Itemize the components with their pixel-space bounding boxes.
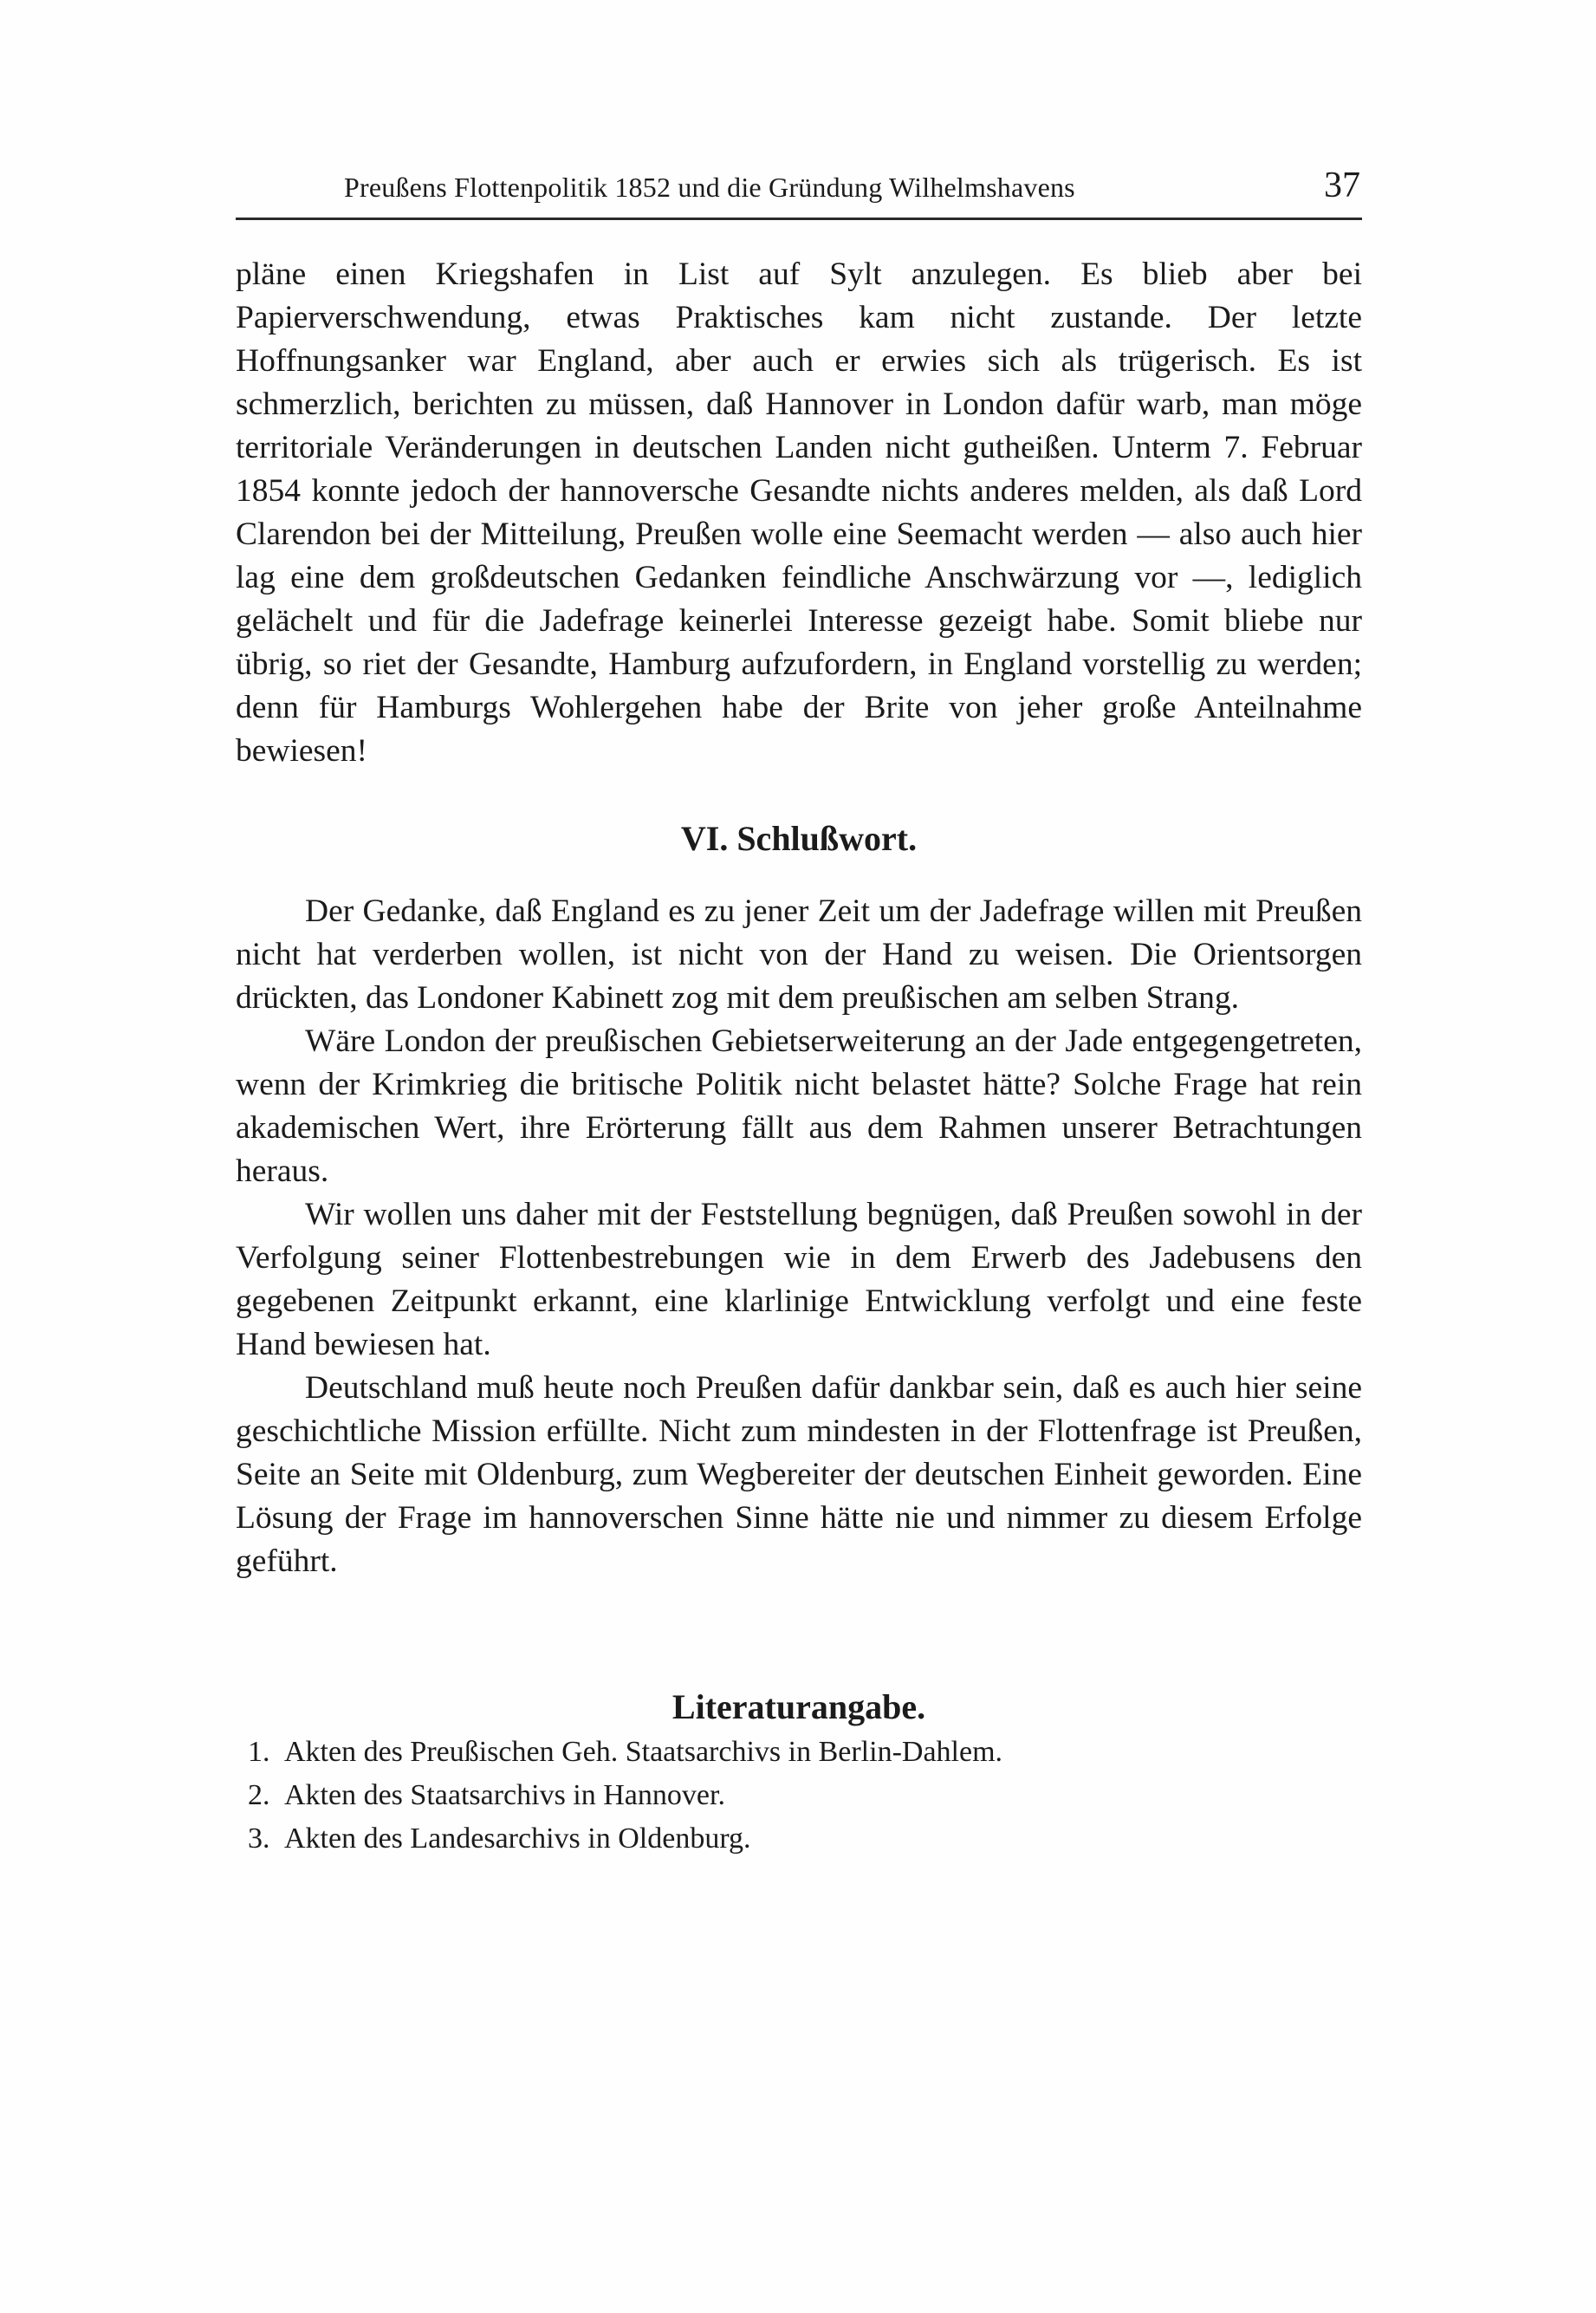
literature-list <box>236 1731 1362 1861</box>
paragraph: Deutschland muß heute noch Preußen dafür dankbar sein, daß es auch hier seine geschichtliche Mission erfüllte. Nicht zum mindesten in der Flottenfrage ist Preußen, Seite an Seite mit Oldenburg, zum Wegbereiter der deutschen Einheit geworden. Eine Lösung der Frage im hannoverschen Sinne hätte nie und nimmer zu diesem Erfolge geführt. <box>236 1370 1362 1579</box>
literature-item <box>248 1774 1362 1817</box>
literature-item <box>248 1817 1362 1861</box>
paragraph: Wäre London der preußischen Gebietserweiterung an der Jade entgegengetreten, wenn der Krimkrieg die britische Politik nicht belastet hätte? Solche Frage hat rein akademischen Wert, ihre Erörterung fällt aus dem Rahmen unserer Betrachtungen heraus. <box>236 1023 1362 1189</box>
paragraph: Der Gedanke, daß England es zu jener Zeit um der Jadefrage willen mit Preußen nicht hat verderben wollen, ist nicht von der Hand zu weisen. Die Orientsorgen drückten, das Londoner Kabinett zog mit dem preußischen am selben Strang. <box>236 893 1362 1016</box>
body-text <box>236 253 1362 1861</box>
header-rule <box>236 218 1362 220</box>
section-heading: VI. Schlußwort. <box>680 819 918 858</box>
literature-item-text: Akten des Preußischen Geh. Staatsarchivs in Berlin-Dahlem. <box>284 1736 1003 1768</box>
literature-item-text: Akten des Landesarchivs in Oldenburg. <box>284 1822 751 1855</box>
page-header <box>236 166 1362 218</box>
literature-item-number: 1. <box>248 1736 270 1768</box>
literature-item-number: 3. <box>248 1822 270 1855</box>
paragraph-continued: pläne einen Kriegshafen in List auf Sylt anzulegen. Es blieb aber bei Papierverschwendung, etwas Praktisches kam nicht zustande. Der letzte Hoffnungsanker war England, aber auch er erwies sich als trügerisch. Es ist schmerzlich, berichten zu müssen, daß Hannover in London dafür warb, man möge territoriale Veränderungen in deutschen Landen nicht gutheißen. Unterm 7. Februar 1854 konnte jedoch der hannoversche Gesandte nichts anderes melden, als daß Lord Clarendon bei der Mitteilung, Preußen wolle eine Seemacht werden — also auch hier lag eine dem großdeutschen Gedanken feindliche Anschwärzung vor —, lediglich gelächelt und für die Jadefrage keinerlei Interesse gezeigt habe. Somit bliebe nur übrig, so riet der Gesandte, Hamburg aufzufordern, in England vorstellig zu werden; denn für Hamburgs Wohlergehen habe der Brite von jeher große Anteilnahme bewiesen! <box>236 257 1362 769</box>
page-number: 37 <box>1324 166 1360 205</box>
literature-item-number: 2. <box>248 1779 270 1811</box>
literature-item-text: Akten des Staatsarchivs in Hannover. <box>284 1779 725 1811</box>
literature-heading: Literaturangabe. <box>671 1687 926 1726</box>
paragraph: Wir wollen uns daher mit der Feststellung begnügen, daß Preußen sowohl in der Verfolgung seiner Flottenbestrebungen wie in dem Erwerb des Jadebusens den gegebenen Zeitpunkt erkannt, eine klarlinige Entwicklung verfolgt und eine feste Hand bewiesen hat. <box>236 1197 1362 1362</box>
literature-item <box>248 1731 1362 1774</box>
running-title: Preußens Flottenpolitik 1852 und die Gründung Wilhelmshavens <box>344 172 1075 203</box>
